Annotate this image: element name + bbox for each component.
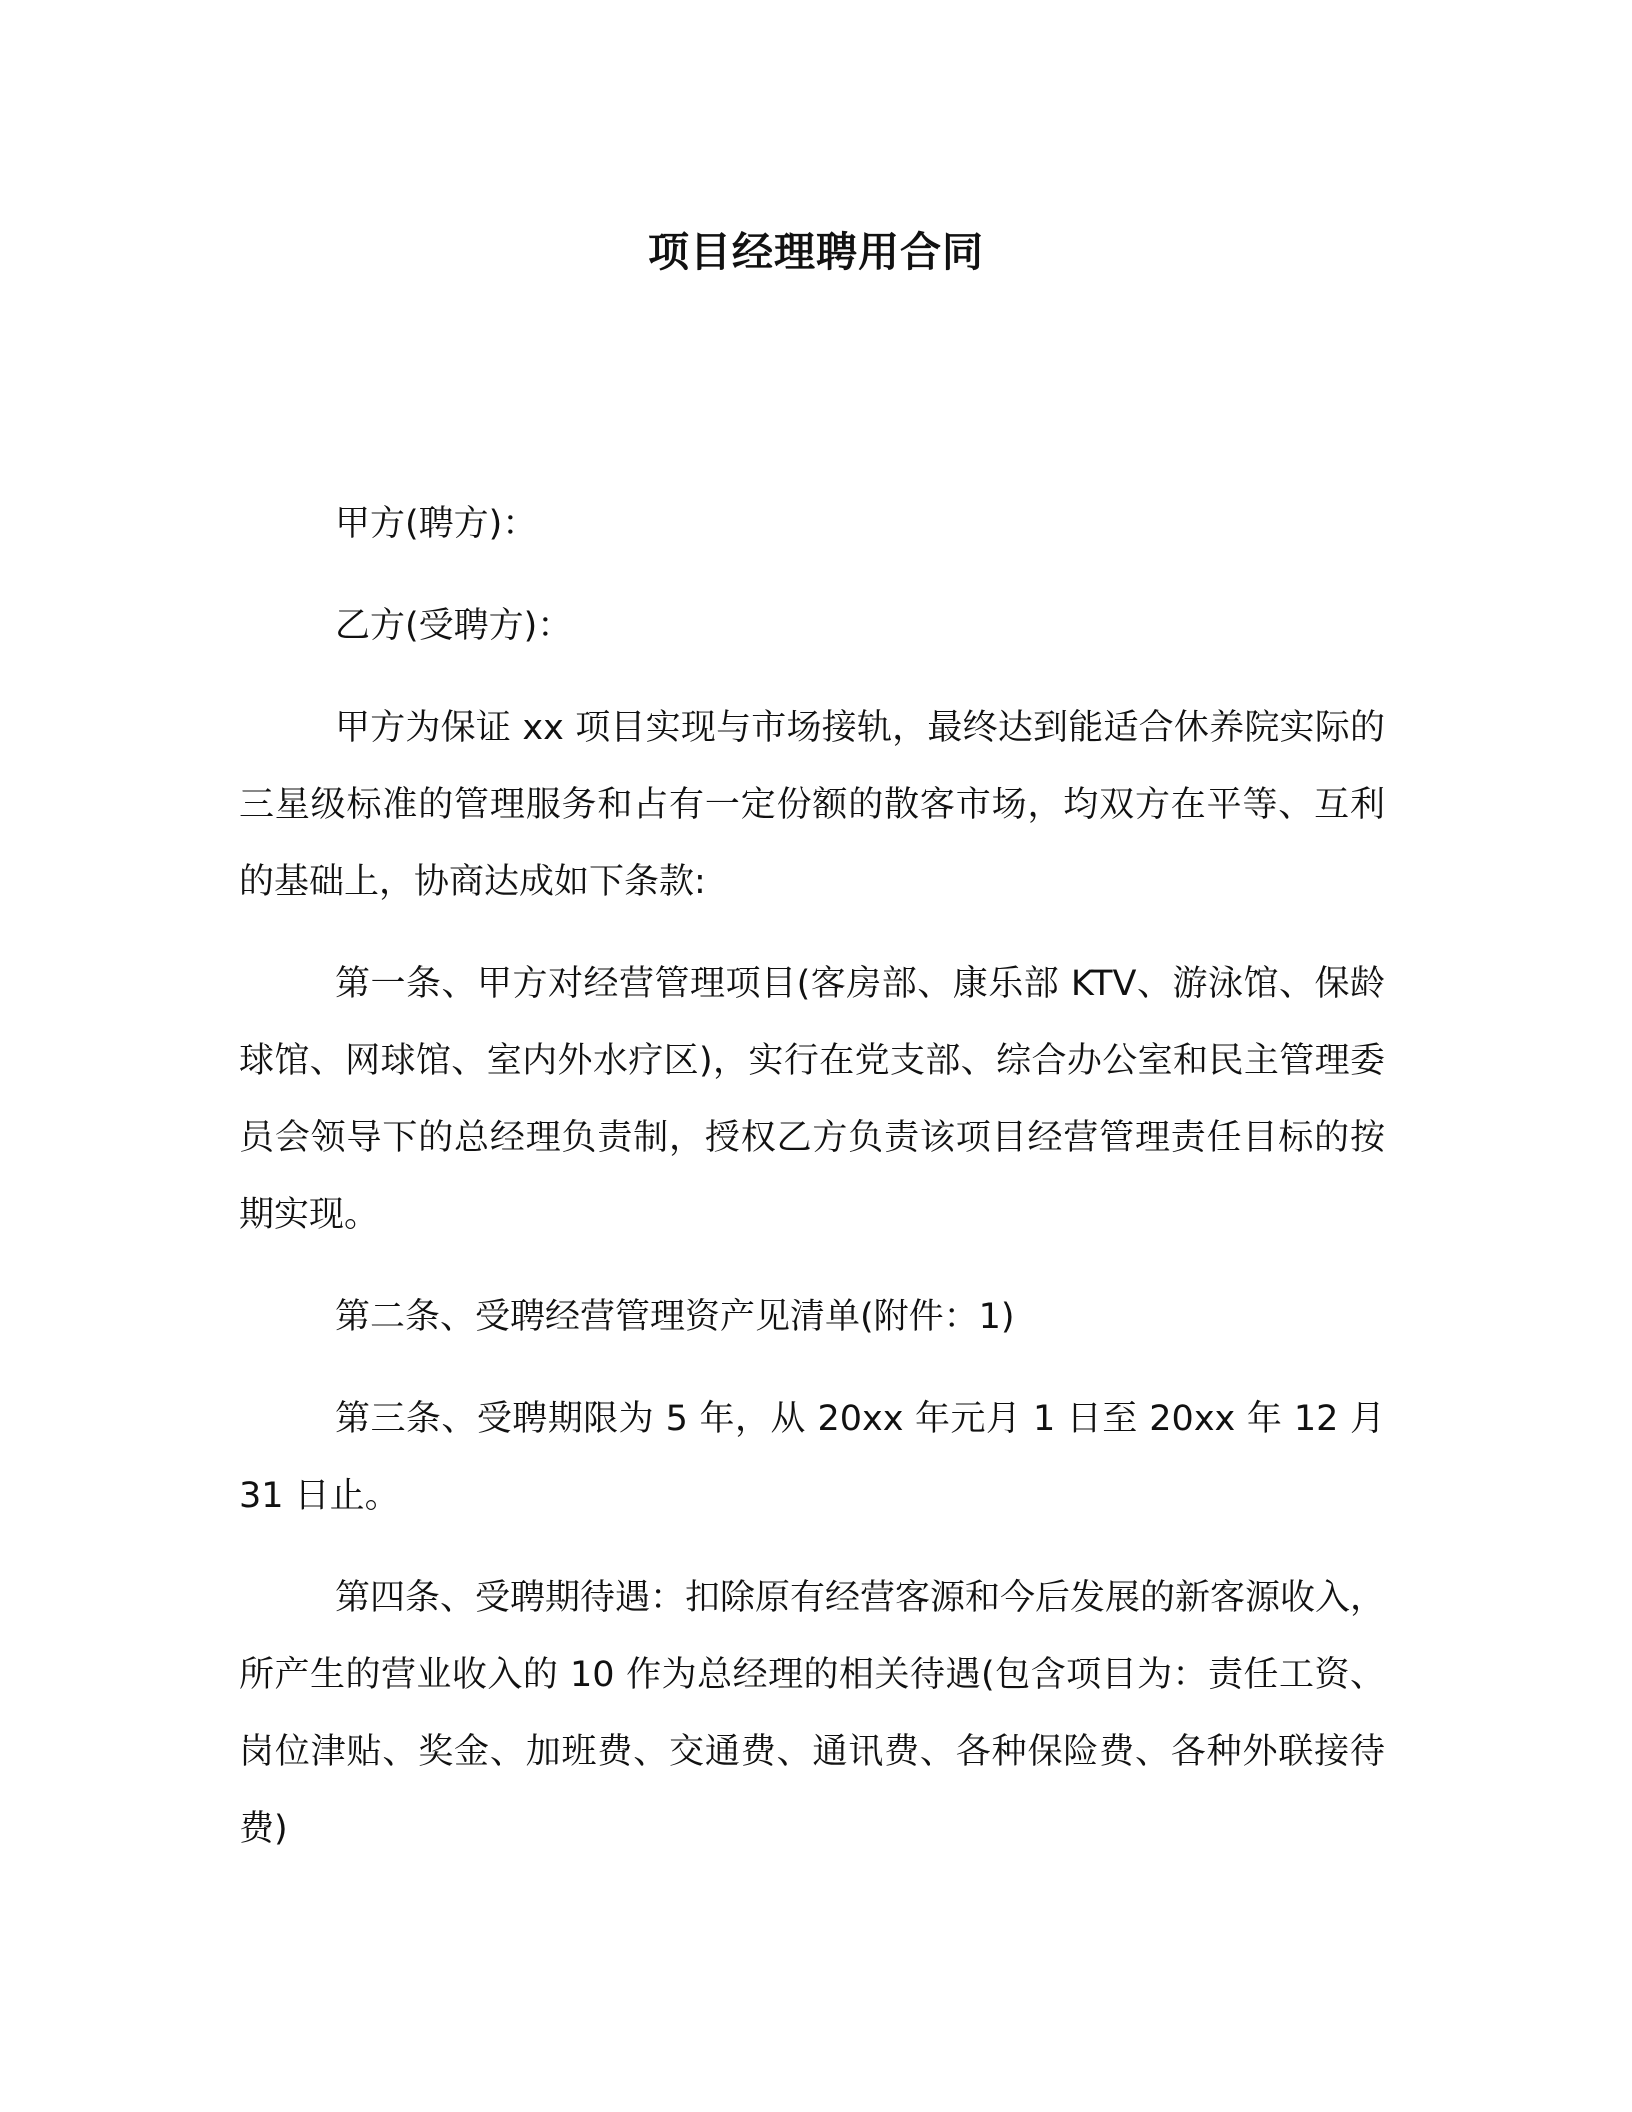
document-body <box>239 486 1385 1893</box>
preamble-paragraph: 甲方为保证 xx 项目实现与市场接轨，最终达到能适合休养院实际的三星级标准的管理服务和占有一定份额的散客市场，均双方在平等、互利的基础上，协商达成如下条款: <box>239 708 1385 902</box>
party-b-line: 乙方(受聘方)： <box>335 606 573 646</box>
party-a-line: 甲方(聘方)： <box>335 504 538 544</box>
clause-4: 第四条、受聘期待遇：扣除原有经营客源和今后发展的新客源收入，所产生的营业收入的 10 作为总经理的相关待遇(包含项目为：责任工资、岗位津贴、奖金、加班费、交通费、通讯费、各种保险费、各种外联接待费) <box>239 1578 1386 1849</box>
clause-1: 第一条、甲方对经营管理项目(客房部、康乐部 KTV、游泳馆、保龄球馆、网球馆、室内外水疗区)，实行在党支部、综合办公室和民主管理委员会领导下的总经理负责制，授权乙方负责该项目经营管理责任目标的按期实现。 <box>239 964 1385 1235</box>
document-title: 项目经理聘用合同 <box>648 228 984 276</box>
clause-3: 第三条、受聘期限为 5 年，从 20xx 年元月 1 日至 20xx 年 12 月31 日止。 <box>239 1399 1385 1516</box>
clause-2: 第二条、受聘经营管理资产见清单(附件：1) <box>335 1297 1015 1337</box>
